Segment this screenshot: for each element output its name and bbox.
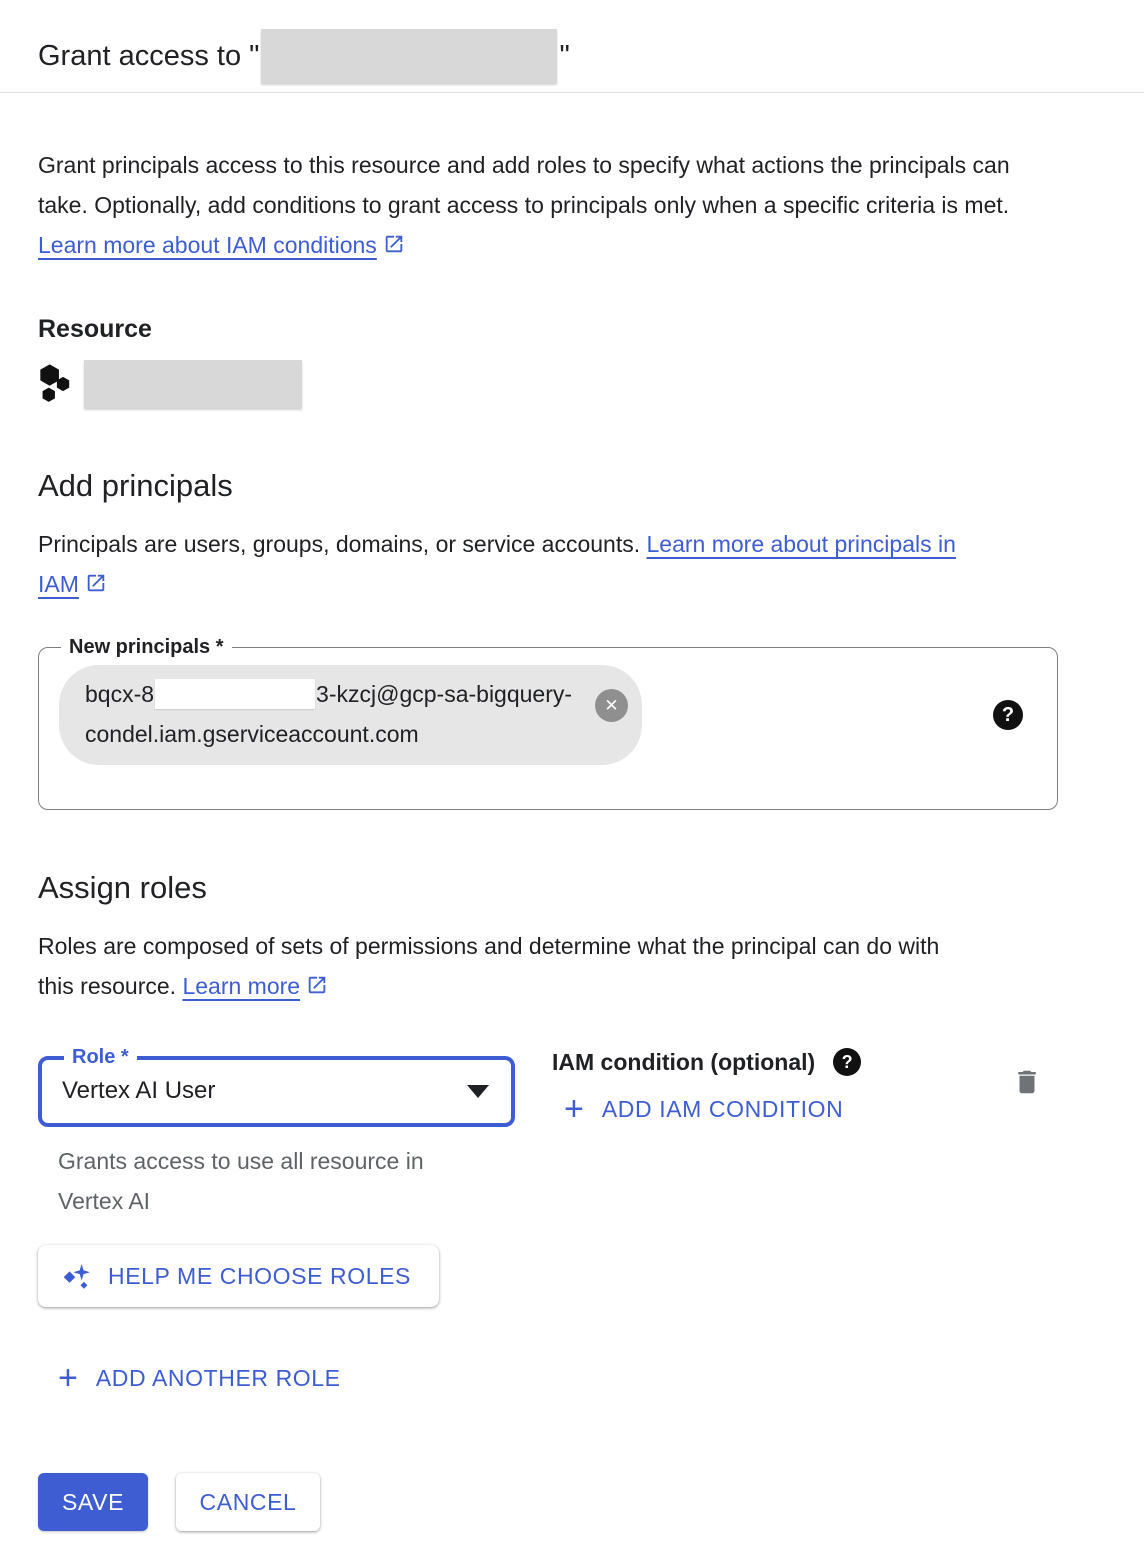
resource-row [38,360,1106,408]
dialog-body [0,145,1144,1531]
external-link-icon [85,566,107,588]
page-title-prefix: Grant access to " [38,40,260,72]
iam-condition-help-icon[interactable]: ? [833,1048,861,1076]
resource-section [38,315,1106,408]
principal-chip-line1: bqcx-8 3-kzcj@gcp-sa-bigquery- [85,674,572,714]
principals-help-icon[interactable]: ? [993,700,1023,730]
save-button[interactable]: SAVE [38,1473,148,1531]
help-me-choose-roles-button[interactable]: HELP ME CHOOSE ROLES [38,1245,439,1307]
new-principals-label: New principals * [69,636,224,658]
add-iam-condition-button[interactable]: + ADD IAM CONDITION [564,1090,844,1128]
delete-role-button[interactable] [1012,1066,1042,1098]
principal-chip [59,665,642,765]
dialog-header [0,0,1144,93]
new-principals-input[interactable] [38,636,1058,810]
gemini-sparkle-icon [62,1261,92,1291]
trash-icon [1012,1066,1042,1098]
plus-icon: + [564,1090,584,1128]
role-helper-text: Grants access to use all resource in Vertex AI [58,1148,424,1214]
intro-paragraph [38,145,1023,265]
role-assignment-row [38,1046,1106,1221]
add-principals-heading: Add principals [38,468,233,503]
chevron-down-icon [467,1085,489,1098]
add-another-role-button[interactable]: + ADD ANOTHER ROLE [58,1359,341,1397]
redacted-resource-value [84,360,302,408]
iam-condition-column [552,1046,861,1128]
role-select-label: Role * [72,1046,129,1068]
principal-chip-row [59,665,1039,765]
role-select[interactable] [38,1046,515,1127]
iam-condition-label: IAM condition (optional) [552,1048,816,1075]
redacted-principal-segment [155,679,315,709]
resource-hexagons-icon [38,363,72,405]
page-title [38,29,570,83]
intro-text: Grant principals access to this resource and add roles to specify what actions the principals can take. Optionally, add conditions to grant access to principals only when a specific criteria is met. [38,152,1010,218]
redacted-resource-name [261,29,557,83]
remove-principal-icon[interactable]: ✕ [595,689,628,722]
external-link-icon [306,968,328,990]
role-selected-value: Vertex AI User [62,1077,216,1104]
external-link-icon [383,227,405,249]
plus-icon: + [58,1359,78,1397]
learn-more-roles-link[interactable]: Learn more [182,973,328,999]
learn-more-iam-conditions-link[interactable]: Learn more about IAM conditions [38,232,405,258]
role-column [38,1046,515,1221]
add-principals-description: Principals are users, groups, domains, or service accounts. Learn more about principals in IAM [38,531,956,597]
page-title-suffix: " [559,40,570,72]
dialog-actions [38,1473,1106,1531]
learn-more-principals-link[interactable]: Learn more about principals in IAM [38,531,956,597]
principal-chip-line2: condel.iam.gserviceaccount.com [85,721,419,747]
cancel-button[interactable]: CANCEL [176,1473,320,1531]
assign-roles-description: Roles are composed of sets of permissions and determine what the principal can do with this resource. Learn more [38,933,940,999]
assign-roles-heading: Assign roles [38,870,207,905]
resource-heading: Resource [38,315,152,343]
